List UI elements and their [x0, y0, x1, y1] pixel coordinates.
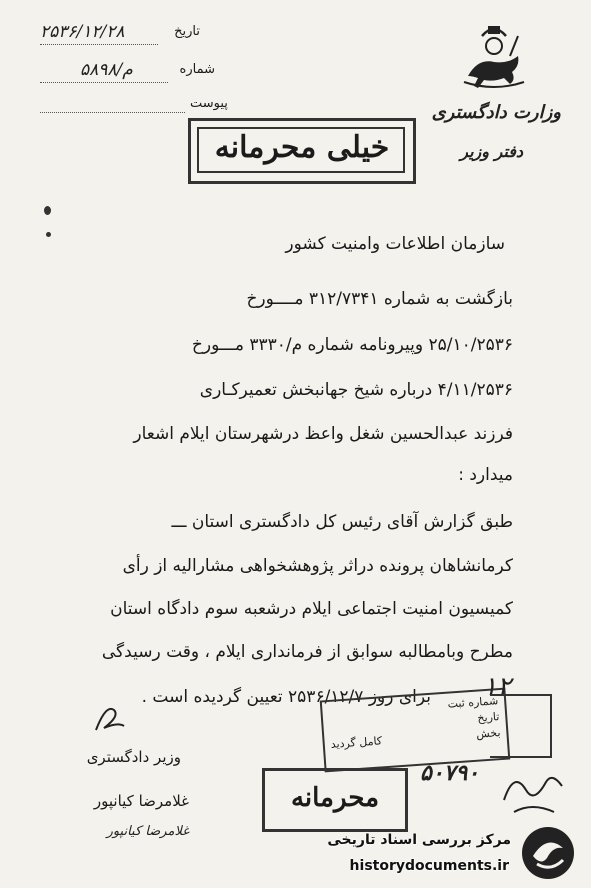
registry-stamp-line-4: کامل گردید	[330, 734, 383, 751]
ministry-office: دفتر وزیر	[460, 142, 523, 161]
handwritten-annotation-icon	[500, 760, 570, 820]
body-line-9: مطرح وبامطالبه سوابق از فرمانداری ایلام ، وقت رسیدگی	[101, 642, 513, 662]
handwritten-corner-number: ۱۲	[483, 672, 511, 702]
number-row	[40, 58, 215, 84]
body-line-8: کمیسیون امنیت اجتماعی ایلام درشعبه سوم دادگاه استان	[110, 599, 513, 619]
registry-handwritten-number: ۵۰۷۹۰	[420, 760, 480, 786]
number-value: ۵۸۹۸/م	[80, 60, 133, 80]
signature-handwritten: غلامرضا کیانپور	[106, 824, 189, 839]
ink-speck	[44, 206, 51, 215]
lion-and-sun-emblem-icon	[458, 22, 530, 94]
classification-stamp	[188, 118, 416, 184]
date-label: تاریخ	[174, 24, 200, 39]
body-line-7: کرمانشاهان پرونده دراثر پژوهشخواهی مشارالیه از رأی	[122, 556, 513, 576]
body-line-2: ۲۵/۱۰/۲۵۳۶ وپیرونامه شماره م/۳۳۳۰ مـــورخ	[191, 335, 513, 355]
watermark-url: historydocuments.ir	[349, 858, 509, 874]
watermark	[300, 818, 591, 888]
bottom-classification-stamp-text: محرمانه	[290, 783, 380, 813]
attachment-label: پیوست	[190, 96, 228, 111]
registry-stamp	[320, 688, 511, 773]
body-line-4: فرزند عبدالحسین شغل واعظ درشهرستان ایلام اشعار	[133, 424, 513, 444]
body-line-10: برای روز ۲۵۳۶/۱۲/۷ تعیین گردیده است .	[141, 687, 431, 707]
signature-title: وزیر دادگستری	[86, 748, 181, 766]
registry-stamp-line-1: شماره ثبت	[447, 694, 499, 711]
date-line	[40, 44, 158, 45]
watermark-text: مرکز بررسی اسناد تاریخی	[327, 832, 511, 848]
classification-stamp-text: خیلی محرمانه	[214, 130, 390, 165]
date-row	[40, 20, 200, 46]
ink-speck	[46, 232, 51, 237]
body-line-1: بازگشت به شماره ۳۱۲/۷۳۴۱ مــــورخ	[246, 289, 513, 309]
handwritten-mark-icon	[88, 700, 128, 740]
body-line-3: ۴/۱۱/۲۵۳۶ درباره شیخ جهانبخش تعمیرکـاری	[199, 380, 513, 400]
registry-stamp-line-2: تاریخ	[476, 710, 500, 725]
date-value: ۲۵۳۶/۱۲/۲۸	[40, 22, 125, 42]
registry-bracket	[490, 694, 552, 758]
ministry-name: وزارت دادگستری	[431, 102, 561, 123]
signature-name: غلامرضا کیانپور	[93, 792, 189, 810]
body-line-6: طبق گزارش آقای رئیس کل دادگستری استان ـــ	[171, 512, 513, 532]
number-line	[40, 82, 168, 83]
attachment-line	[40, 112, 185, 113]
registry-stamp-line-3: بخش	[475, 726, 501, 741]
recipient-line: سازمان اطلاعات وامنیت کشور	[285, 234, 505, 254]
number-label: شماره	[179, 62, 215, 77]
body-line-5: میدارد :	[458, 465, 513, 485]
watermark-logo-icon	[517, 824, 579, 882]
